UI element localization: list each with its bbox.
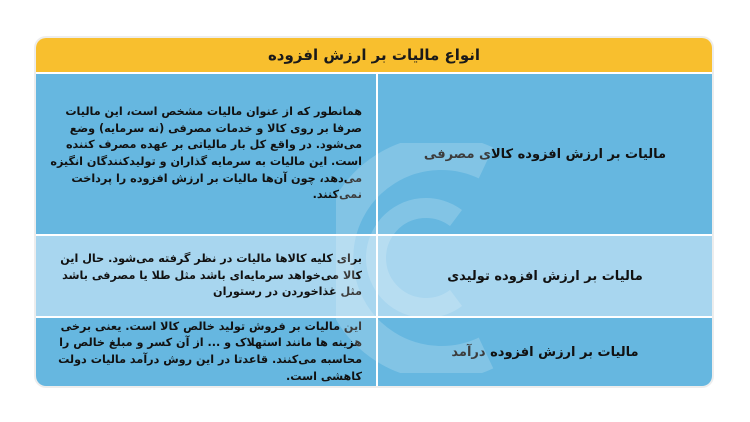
row-desc-income-vat: این مالیات بر فروش تولید خالص کالا است. یعنی برخی هزینه ها مانند استهلاک و ... از آن کسر و مبلغ خالص را محاسبه می‌کنند. قاعدتا در این روش درآمد مالیات دولت کاهشی است.	[58, 319, 362, 383]
table-row	[36, 318, 712, 386]
table-row	[36, 236, 712, 316]
row-name-income-vat: مالیات بر ارزش افزوده درآمد	[376, 318, 712, 386]
table-header	[36, 38, 712, 74]
row-name-production-vat: مالیات بر ارزش افزوده تولیدی	[376, 236, 712, 316]
table-title: انواع مالیات بر ارزش افزوده	[267, 46, 481, 64]
vat-types-table	[36, 38, 712, 386]
row-name-consumption-vat: مالیات بر ارزش افزوده کالای مصرفی	[376, 74, 712, 234]
row-desc-production-vat: برای کلیه کالاها مالیات در نظر گرفته می‌شود. حال این کالا می‌خواهد سرمایه‌ای باشد مثل طلا یا مصرفی باشد مثل غذاخوردن در رستوران	[60, 252, 362, 299]
table-row	[36, 74, 712, 234]
row-desc-consumption-vat: همانطور که از عنوان مالیات مشخص است، این مالیات صرفا بر روی کالا و خدمات مصرفی (نه سرمایه) وضع می‌شود. در واقع کل بار مالیاتی بر عهده مصرف کننده است. این مالیات به سرمایه گذاران و تولیدکنندگان انگیزه می‌دهد، چون آن‌ها مالیات بر ارزش افزوده را پرداخت نمی‌کنند.	[50, 105, 362, 202]
